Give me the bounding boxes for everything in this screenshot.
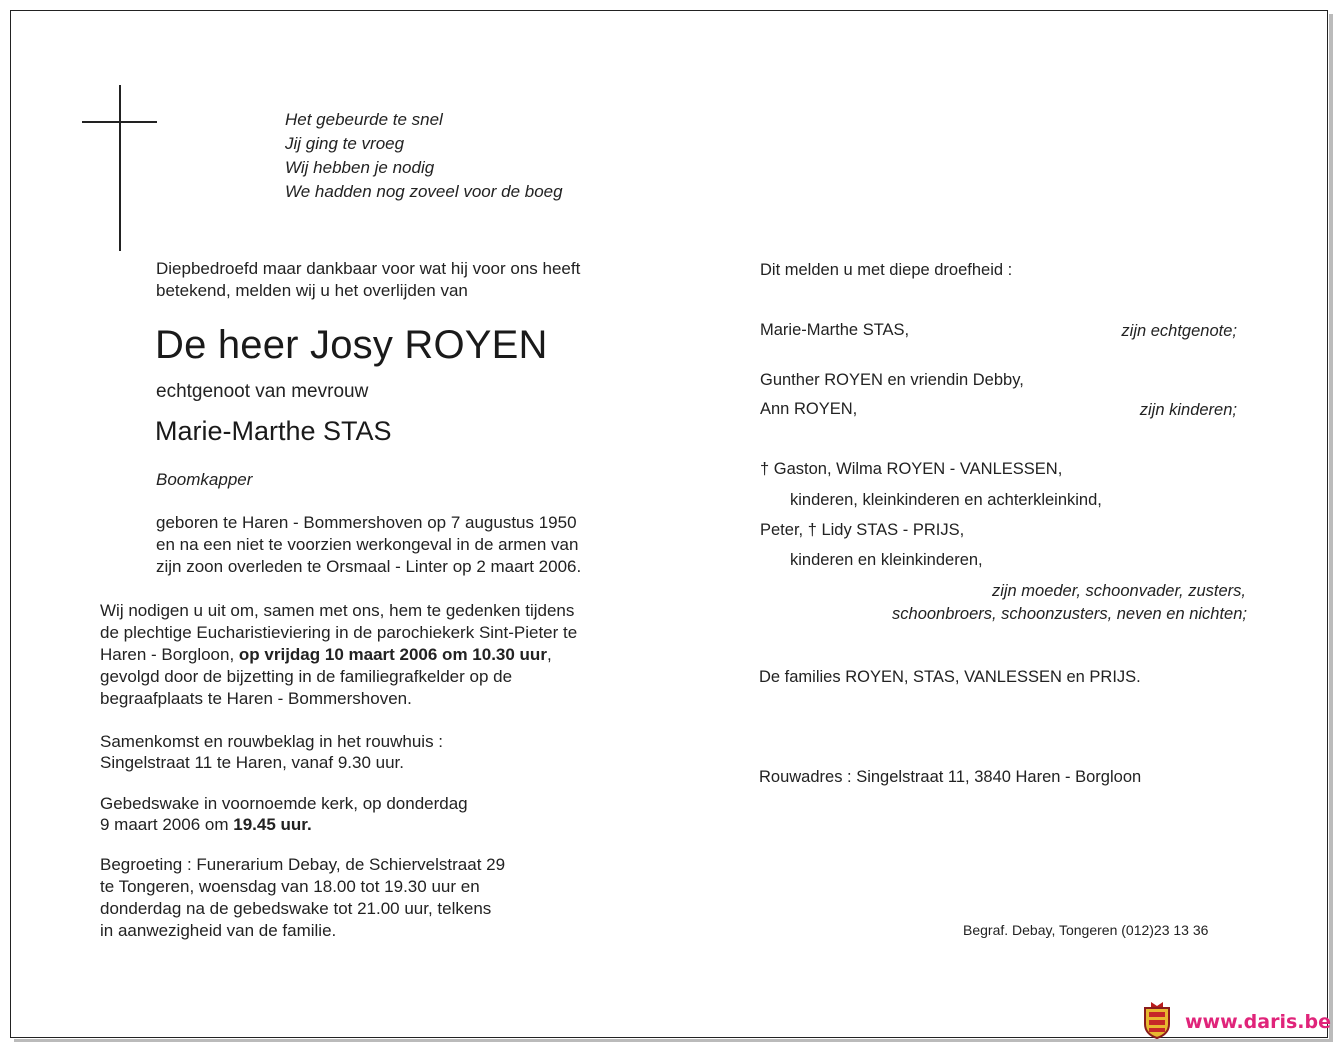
invitation-place: Haren - Borgloon,: [100, 645, 239, 664]
child-name: Ann ROYEN,: [760, 400, 858, 418]
cross-icon: [82, 121, 157, 123]
intro-line: betekend, melden wij u het overlijden van: [156, 281, 468, 300]
families-line: De families ROYEN, STAS, VANLESSEN en PRIJS.: [759, 668, 1141, 686]
wake-date: 9 maart 2006 om: [100, 815, 234, 834]
wake-time: 19.45 uur.: [233, 815, 312, 834]
greeting-line: in aanwezigheid van de familie.: [100, 921, 337, 940]
gathering-line: Singelstraat 11 te Haren, vanaf 9.30 uur.: [100, 753, 404, 772]
parents-line: Peter, † Lidy STAS - PRIJS,: [760, 521, 965, 539]
birth-death-line: geboren te Haren - Bommershoven op 7 augustus 1950: [156, 513, 577, 532]
greeting-line: Begroeting : Funerarium Debay, de Schiervelstraat 29: [100, 855, 506, 874]
wife-name: Marie-Marthe STAS,: [760, 321, 910, 339]
undertaker-line: Begraf. Debay, Tongeren (012)23 13 36: [963, 922, 1209, 938]
child-name: Gunther ROYEN en vriendin Debby,: [760, 371, 1024, 389]
poem-line: Het gebeurde te snel: [285, 110, 443, 129]
children-role: zijn kinderen;: [1139, 401, 1237, 419]
invitation-line: gevolgd door de bijzetting in de familiegrafkelder op de: [100, 667, 513, 686]
gathering-line: Samenkomst en rouwbeklag in het rouwhuis :: [100, 732, 444, 751]
parents-sub: kinderen, kleinkinderen en achterkleinkind,: [790, 491, 1102, 509]
invitation-line: de plechtige Eucharistieviering in de parochiekerk Sint-Pieter te: [100, 623, 578, 642]
invitation-line: [100, 644, 552, 666]
birth-death-line: zijn zoon overleden te Orsmaal - Linter op 2 maart 2006.: [156, 557, 582, 576]
poem-line: Wij hebben je nodig: [285, 158, 435, 177]
deceased-name: De heer Josy ROYEN: [155, 323, 548, 367]
profession: Boomkapper: [156, 470, 253, 489]
greeting-line: donderdag na de gebedswake tot 21.00 uur, telkens: [100, 899, 492, 918]
parents-line: † Gaston, Wilma ROYEN - VANLESSEN,: [760, 460, 1063, 478]
wake-line: Gebedswake in voornoemde kerk, op donderdag: [100, 794, 468, 813]
wake-line: [100, 814, 312, 836]
website-watermark: www.daris.be: [1185, 1011, 1331, 1033]
invitation-line: begraafplaats te Haren - Bommershoven.: [100, 689, 412, 708]
relations-line: schoonbroers, schoonzusters, neven en nichten;: [892, 605, 1247, 623]
wife-role: zijn echtgenote;: [1121, 322, 1237, 340]
address-line: Rouwadres : Singelstraat 11, 3840 Haren - Borgloon: [759, 768, 1142, 786]
announcement: Dit melden u met diepe droefheid :: [760, 261, 1013, 279]
punctuation: ,: [546, 645, 552, 664]
card-shadow: [1329, 14, 1333, 1040]
invitation-line: Wij nodigen u uit om, samen met ons, hem te gedenken tijdens: [100, 601, 575, 620]
relations-line: zijn moeder, schoonvader, zusters,: [991, 582, 1246, 600]
greeting-line: te Tongeren, woensdag van 18.00 tot 19.30 uur en: [100, 877, 480, 896]
poem-line: Jij ging te vroeg: [285, 134, 405, 153]
intro-line: Diepbedroefd maar dankbaar voor wat hij voor ons heeft: [156, 259, 581, 278]
card-shadow: [14, 1039, 1333, 1042]
poem-line: We hadden nog zoveel voor de boeg: [285, 182, 563, 201]
coat-of-arms-icon: [1141, 1000, 1173, 1040]
mass-date: op vrijdag 10 maart 2006 om 10.30 uur: [238, 645, 547, 664]
birth-death-line: en na een niet te voorzien werkongeval in de armen van: [156, 535, 579, 554]
parents-sub: kinderen en kleinkinderen,: [790, 551, 983, 569]
spouse-intro: echtgenoot van mevrouw: [156, 381, 369, 402]
spouse-name: Marie-Marthe STAS: [155, 416, 392, 446]
cross-icon: [119, 85, 121, 251]
